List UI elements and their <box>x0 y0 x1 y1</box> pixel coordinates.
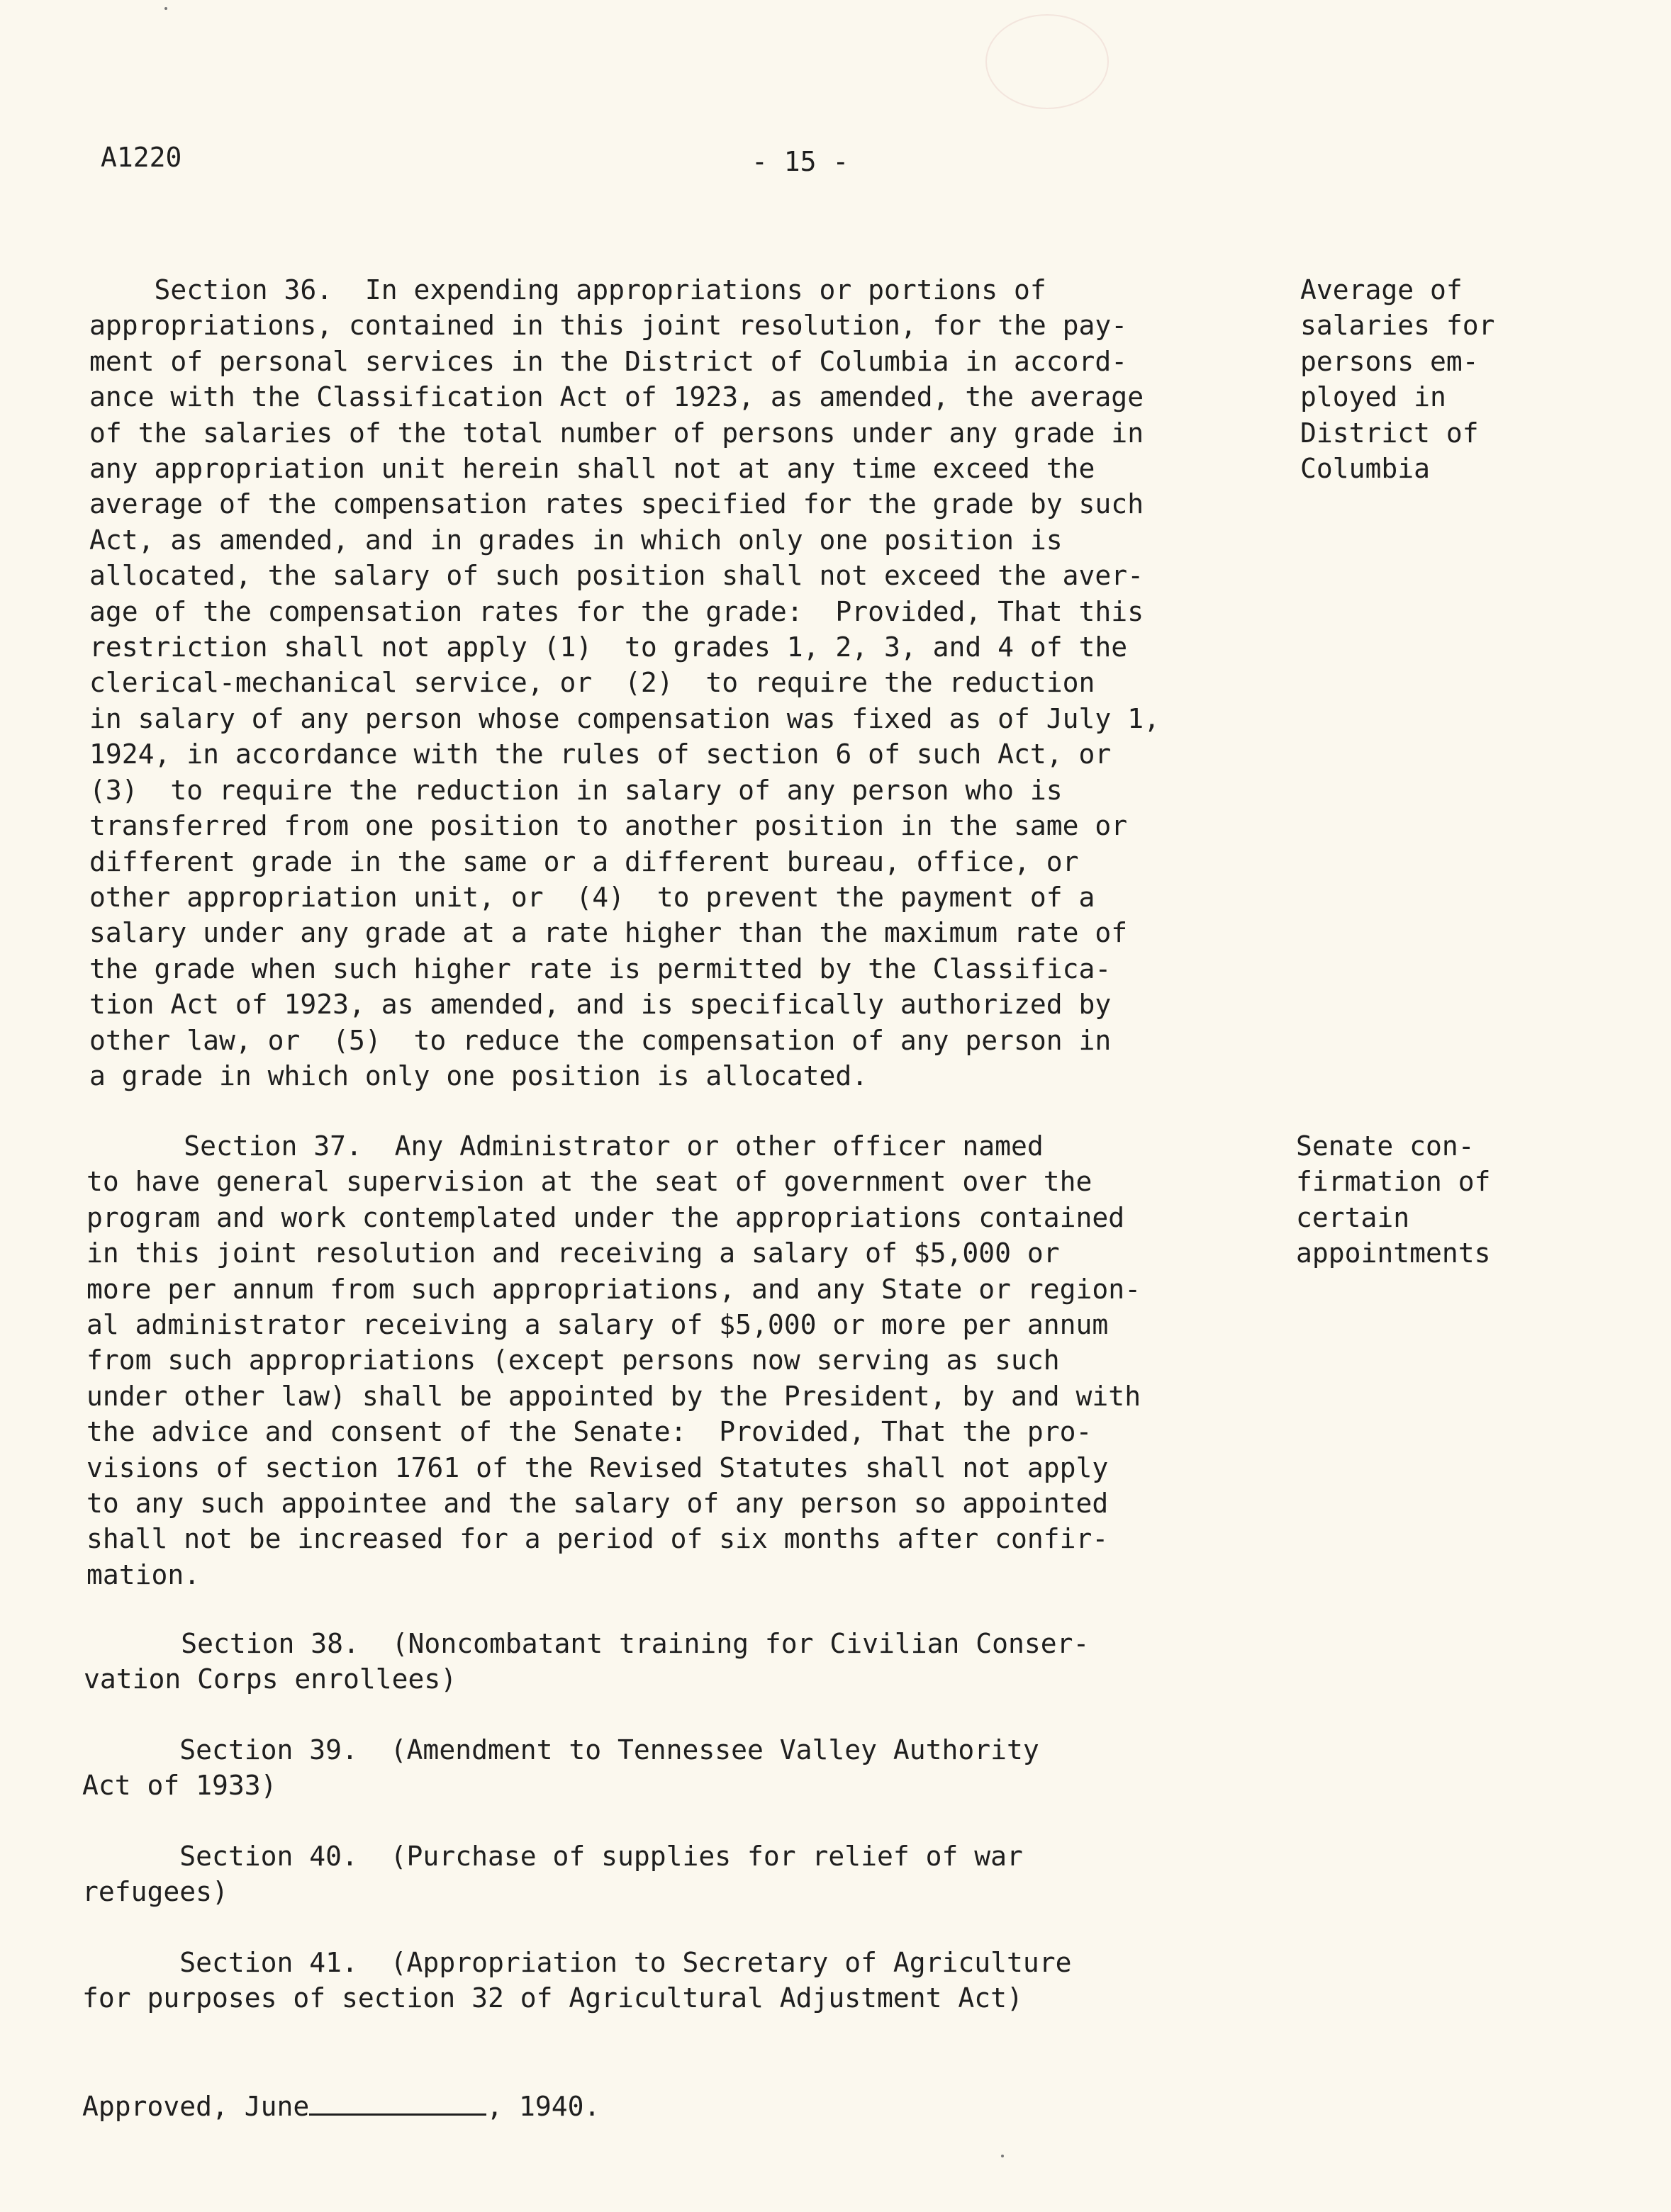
margin-note-line: Senate con- <box>1296 1130 1475 1162</box>
page-number: - 15 - <box>751 146 849 177</box>
text-line: Section 36. In expending appropriations or portions of <box>89 274 1046 305</box>
text-line: mation. <box>86 1559 201 1590</box>
text-line: salary under any grade at a rate higher than the maximum rate of <box>89 917 1128 949</box>
margin-note-senate-confirmation <box>1296 1128 1491 1271</box>
margin-note-line: Average of <box>1300 274 1463 305</box>
text-line: average of the compensation rates specified for the grade by such <box>89 488 1144 520</box>
text-line: al administrator receiving a salary of $5,000 or more per annum <box>86 1309 1109 1341</box>
text-line: (3) to require the reduction in salary of any person who is <box>89 774 1063 806</box>
text-line: age of the compensation rates for the grade: Provided, That this <box>89 595 1144 627</box>
margin-note-line: ployed in <box>1300 381 1446 413</box>
text-line: tion Act of 1923, as amended, and is specifically authorized by <box>89 989 1112 1021</box>
text-line: refugees) <box>82 1876 228 1908</box>
approval-date-blank <box>309 2094 486 2116</box>
text-line: Section 41. (Appropriation to Secretary of Agriculture <box>82 1947 1072 1978</box>
text-line: the grade when such higher rate is permitted by the Classifica- <box>89 953 1112 984</box>
text-line: 1924, in accordance with the rules of section 6 of such Act, or <box>89 739 1112 770</box>
text-line: transferred from one position to another position in the same or <box>89 810 1128 842</box>
margin-note-line: firmation of <box>1296 1166 1491 1198</box>
faint-stamp-mark <box>985 14 1109 109</box>
text-line: Section 38. (Noncombatant training for Civilian Conser- <box>84 1628 1090 1659</box>
section-36-text <box>89 272 1280 1094</box>
text-line: program and work contemplated under the appropriations contained <box>86 1201 1125 1233</box>
section-39-text <box>82 1732 1039 1804</box>
paper-speck <box>164 7 167 10</box>
paper-speck <box>1001 2155 1004 2157</box>
text-line: more per annum from such appropriations, and any State or region- <box>86 1273 1141 1305</box>
text-line: different grade in the same or a different bureau, office, or <box>89 846 1079 877</box>
text-line: other appropriation unit, or (4) to prevent the payment of a <box>89 881 1095 913</box>
approval-prefix: Approved, June <box>82 2091 310 2122</box>
approval-suffix: , 1940. <box>486 2091 600 2122</box>
text-line: the advice and consent of the Senate: Provided, That the pro- <box>86 1416 1092 1448</box>
text-line: appropriations, contained in this joint resolution, for the pay- <box>89 310 1128 342</box>
margin-note-line: persons em- <box>1300 345 1479 377</box>
margin-note-line: Columbia <box>1300 453 1431 485</box>
section-40-text <box>82 1838 1023 1910</box>
text-line: allocated, the salary of such position shall not exceed the aver- <box>89 560 1144 592</box>
text-line: Section 37. Any Administrator or other officer named <box>86 1130 1044 1162</box>
margin-note-line: appointments <box>1296 1237 1491 1269</box>
margin-note-line: certain <box>1296 1201 1410 1233</box>
text-line: in this joint resolution and receiving a salary of $5,000 or <box>86 1237 1060 1269</box>
text-line: ance with the Classification Act of 1923, as amended, the average <box>89 381 1144 413</box>
document-id: A1220 <box>101 142 182 173</box>
margin-note-line: salaries for <box>1300 310 1495 342</box>
text-line: visions of section 1761 of the Revised Statutes shall not apply <box>86 1452 1109 1483</box>
section-41-text <box>82 1945 1072 2016</box>
margin-note-line: District of <box>1300 417 1479 449</box>
text-line: for purposes of section 32 of Agricultural Adjustment Act) <box>82 1982 1023 2014</box>
text-line: Act of 1933) <box>82 1770 277 1802</box>
text-line: clerical-mechanical service, or (2) to require the reduction <box>89 667 1095 699</box>
text-line: restriction shall not apply (1) to grades 1, 2, 3, and 4 of the <box>89 631 1128 663</box>
text-line: to have general supervision at the seat of government over the <box>86 1166 1092 1198</box>
text-line: shall not be increased for a period of six months after confir- <box>86 1523 1109 1555</box>
text-line: a grade in which only one position is allocated. <box>89 1060 868 1091</box>
margin-note-average-salaries <box>1300 272 1495 486</box>
text-line: of the salaries of the total number of persons under any grade in <box>89 417 1144 449</box>
text-line: under other law) shall be appointed by the President, by and with <box>86 1380 1141 1412</box>
text-line: Section 40. (Purchase of supplies for relief of war <box>82 1841 1023 1872</box>
text-line: from such appropriations (except persons now serving as such <box>86 1344 1060 1376</box>
text-line: ment of personal services in the District of Columbia in accord- <box>89 345 1128 377</box>
text-line: in salary of any person whose compensation was fixed as of July 1, <box>89 702 1160 734</box>
section-38-text <box>84 1626 1089 1697</box>
text-line: any appropriation unit herein shall not at any time exceed the <box>89 453 1095 485</box>
text-line: vation Corps enrollees) <box>84 1663 457 1695</box>
text-line: to any such appointee and the salary of any person so appointed <box>86 1488 1109 1520</box>
text-line: other law, or (5) to reduce the compensation of any person in <box>89 1024 1112 1056</box>
text-line: Act, as amended, and in grades in which only one position is <box>89 524 1063 556</box>
section-37-text <box>86 1128 1278 1593</box>
text-line: Section 39. (Amendment to Tennessee Valley Authority <box>82 1734 1039 1765</box>
approval-line <box>82 2091 600 2122</box>
